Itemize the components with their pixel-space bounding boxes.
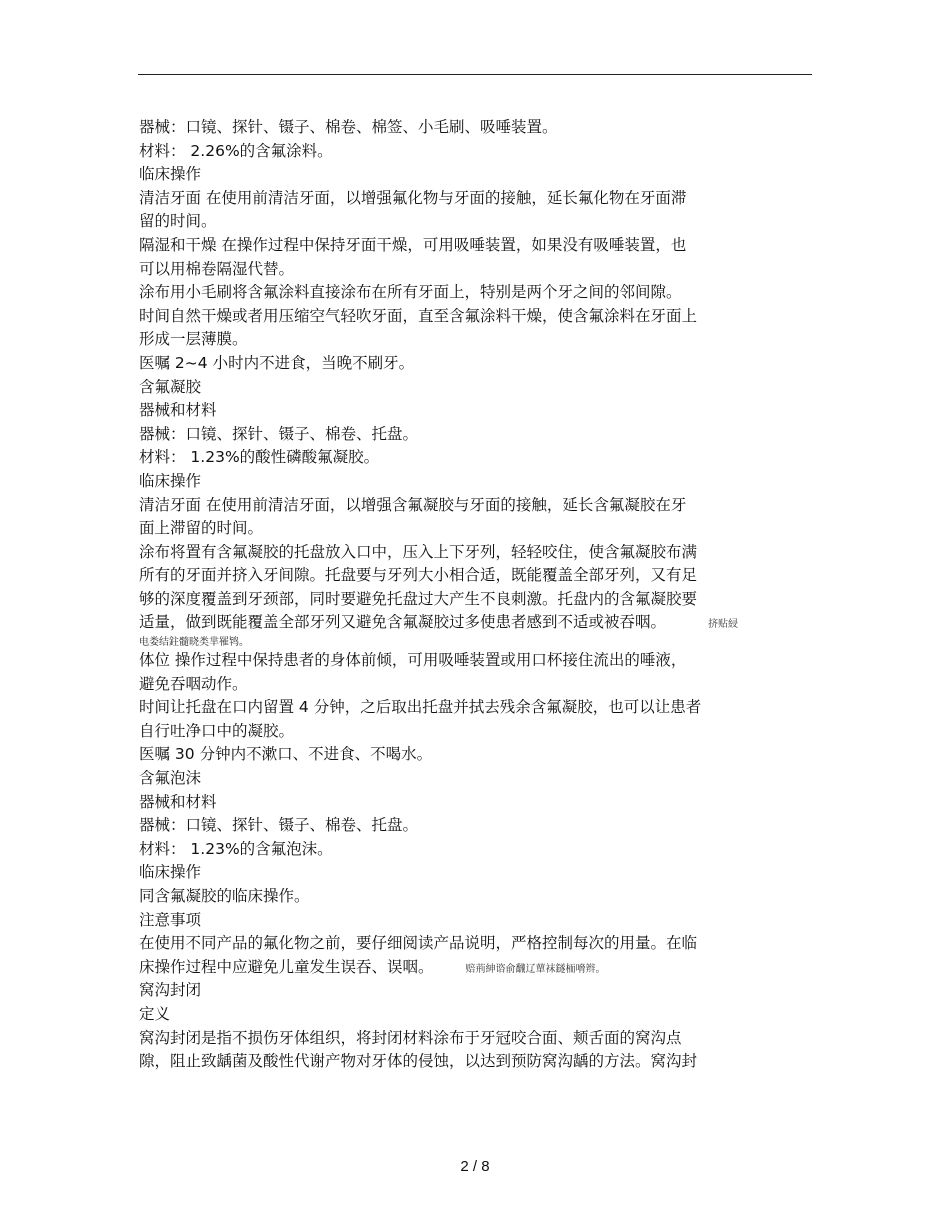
text-line: 涂布用小毛刷将含氟涂料直接涂布在所有牙面上，特别是两个牙之间的邻间隙。 <box>139 283 682 302</box>
text-line: 可以用棉卷隔湿代替。 <box>139 259 295 278</box>
text-line: 材料： 1.23%的酸性磷酸氟凝胶。 <box>139 448 380 467</box>
text-line: 时间自然干燥或者用压缩空气轻吹牙面，直至含氟涂料干燥，使含氟涂料在牙面上 <box>139 306 698 325</box>
text-segment: 床操作过程中应避免儿童发生误吞、误咽。 <box>139 957 434 976</box>
text-line: 医嘱 30 分钟内不漱口、不进食、不喝水。 <box>139 745 433 764</box>
text-line: 器械：口镜、探针、镊子、棉卷、托盘。 <box>139 424 419 443</box>
section-heading: 注意事项 <box>139 910 202 929</box>
section-heading: 定义 <box>139 1004 171 1023</box>
text-line: 窝沟封闭是指不损伤牙体组织，将封闭材料涂布于牙冠咬合面、颊舌面的窝沟点 <box>139 1028 682 1047</box>
section-heading: 临床操作 <box>139 863 202 882</box>
text-line: 够的深度覆盖到牙颈部，同时要避免托盘过大产生不良刺激。托盘内的含氟凝胶要 <box>139 589 698 608</box>
header-rule <box>138 74 812 75</box>
text-segment: 适量，做到既能覆盖全部牙列又避免含氟凝胶过多使患者感到不适或被吞咽。 <box>139 613 667 632</box>
small-note-line: 电娄结鉒髓晓类芈罹鸨。 <box>139 637 249 649</box>
text-line: 同含氟凝胶的临床操作。 <box>139 887 310 905</box>
document-body <box>139 116 819 1074</box>
text-line: 器械：口镜、探针、镊子、棉卷、托盘。 <box>139 816 419 835</box>
text-line: 隙，阻止致龋菌及酸性代谢产物对牙体的侵蚀，以达到预防窝沟龋的方法。窝沟封 <box>139 1052 698 1071</box>
text-line: 清洁牙面 在使用前清洁牙面，以增强含氟凝胶与牙面的接触，延长含氟凝胶在牙 <box>139 495 687 514</box>
section-heading: 器械和材料 <box>139 401 217 420</box>
text-line: 留的时间。 <box>139 212 217 231</box>
text-line: 材料： 2.26%的含氟涂料。 <box>139 141 333 160</box>
text-line: 隔湿和干燥 在操作过程中保持牙面干燥，可用吸唾装置，如果没有吸唾装置，也 <box>139 235 687 254</box>
text-line: 时间让托盘在口内留置 4 分钟，之后取出托盘并拭去残余含氟凝胶，也可以让患者 <box>139 698 702 717</box>
text-line: 面上滞留的时间。 <box>139 519 264 538</box>
text-line: 自行吐净口中的凝胶。 <box>139 721 295 740</box>
text-line-with-note <box>139 956 819 980</box>
text-line: 涂布将置有含氟凝胶的托盘放入口中，压入上下牙列，轻轻咬住，使含氟凝胶布满 <box>139 542 698 561</box>
text-line: 所有的牙面并挤入牙间隙。托盘要与牙列大小相合适，既能覆盖全部牙列，又有足 <box>139 566 698 585</box>
section-heading: 窝沟封闭 <box>139 981 202 1000</box>
section-heading: 器械和材料 <box>139 792 217 811</box>
section-heading: 临床操作 <box>139 165 202 184</box>
text-line-with-note <box>139 611 819 635</box>
section-heading: 含氟凝胶 <box>139 377 202 396</box>
text-line: 医嘱 2~4 小时内不进食，当晚不刷牙。 <box>139 353 415 372</box>
text-line: 材料： 1.23%的含氟泡沫。 <box>139 839 333 858</box>
text-line: 避免吞咽动作。 <box>139 674 248 693</box>
page-number: 2 / 8 <box>460 1158 490 1175</box>
section-heading: 临床操作 <box>139 471 202 490</box>
text-line: 形成一层薄膜。 <box>139 330 248 349</box>
text-line: 清洁牙面 在使用前清洁牙面，以增强氟化物与牙面的接触，延长氟化物在牙面滞 <box>139 188 687 207</box>
inline-note: 赔荊紳谘俞飜辽蕇袜鐩栭嗋辫。 <box>465 963 606 975</box>
text-line: 体位 操作过程中保持患者的身体前倾，可用吸唾装置或用口杯接住流出的唾液， <box>139 651 687 670</box>
side-note: 挤贴綅 <box>708 619 739 631</box>
section-heading: 含氟泡沫 <box>139 769 202 788</box>
text-line: 器械：口镜、探针、镊子、棉卷、棉签、小毛刷、吸唾装置。 <box>139 118 558 136</box>
text-line: 在使用不同产品的氟化物之前，要仔细阅读产品说明，严格控制每次的用量。在临 <box>139 934 698 953</box>
